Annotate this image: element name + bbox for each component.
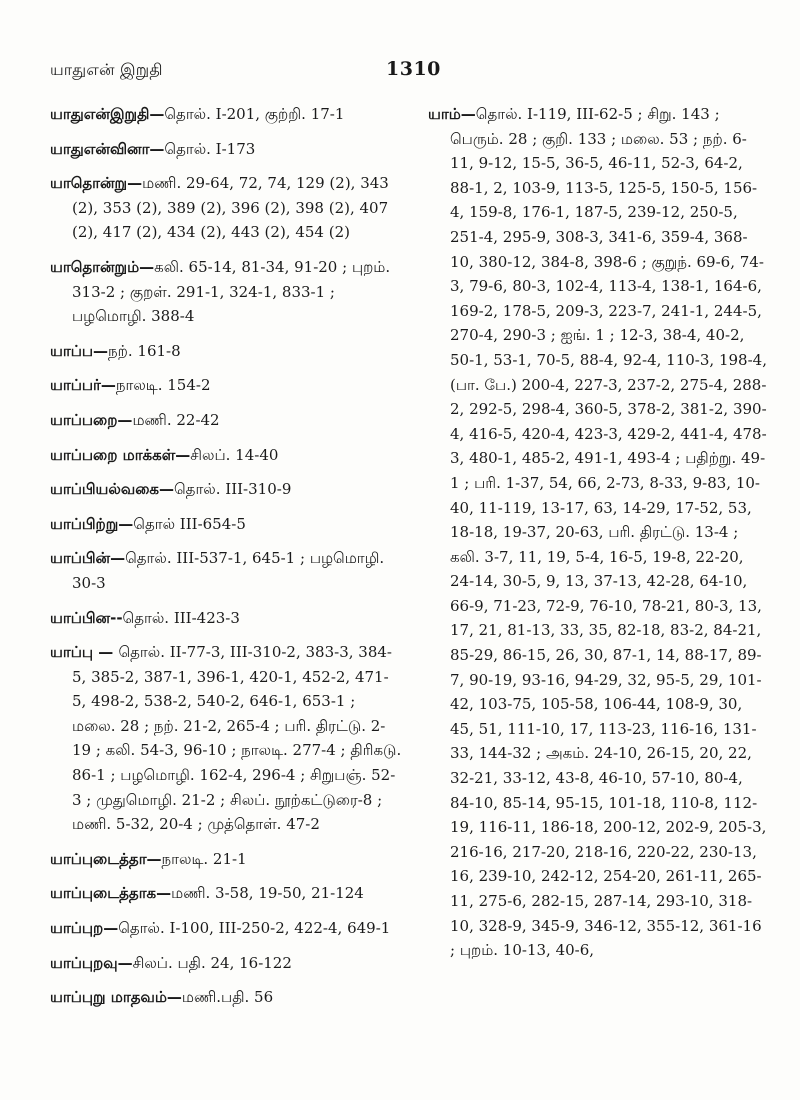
entry-references: மணி. 22-42 (132, 410, 220, 429)
entry-references: சிலப். பதி. 24, 16-122 (132, 953, 292, 972)
entry-references: தொல். I-173 (164, 139, 256, 158)
entry-references: நாலடி. 21-1 (161, 849, 247, 868)
running-head: யாதுஎன் இறுதி (50, 60, 163, 79)
entry-references: மணி. 3-58, 19-50, 21-124 (171, 884, 364, 903)
index-entry (50, 881, 402, 906)
entry-headword: யாப்புறு மாதவம்— (50, 988, 182, 1007)
entry-headword: யாப்ப— (50, 341, 109, 360)
index-entry (50, 985, 402, 1010)
entry-headword: யாப்புற— (50, 919, 119, 938)
entry-headword: யாப்புடைத்தாக— (50, 884, 172, 903)
entry-headword: யாதொன்று— (50, 174, 143, 193)
entry-headword: யாப்பிற்று— (50, 514, 134, 533)
entry-headword: யாப்பியல்வகை— (50, 480, 174, 499)
entry-headword: யாப்பின்— (50, 549, 126, 568)
entry-references: கலி. 65-14, 81-34, 91-20 ; புறம். 313-2 ; குறள். 291-1, 324-1, 833-1 ; பழமொழி. 388-4 (72, 257, 391, 326)
entry-headword: யாப்பு — (50, 643, 119, 662)
index-entry (50, 255, 402, 329)
index-entry (50, 171, 402, 245)
entry-headword: யாதுஎன்வினா— (50, 139, 165, 158)
right-column (428, 102, 768, 963)
entry-references: மணி.பதி. 56 (181, 988, 274, 1007)
entry-references: தொல். I-100, III-250-2, 422-4, 649-1 (118, 919, 391, 938)
index-entry (50, 443, 402, 468)
entry-references: தொல். II-77-3, III-310-2, 383-3, 384-5, 385-2, 387-1, 396-1, 420-1, 452-2, 471-5, 498-2, 538-2, 540-2, 646-1, 653-1 ; மலை. 28 ; நற். 21-2, 265-4 ; பரி. திரட்டு. 2-19 ; கலி. 54-3, 96-10 ; நாலடி. 277-4 ; திரிகடு. 86-1 ; பழமொழி. 162-4, 296-4 ; சிறுபஞ். 52-3 ; முதுமொழி. 21-2 ; சிலப். நூற்கட்டுரை-8 ; மணி. 5-32, 20-4 ; முத்தொள். 47-2 (72, 643, 402, 834)
index-entry (50, 606, 402, 631)
entry-references: தொல். III-423-3 (122, 608, 240, 627)
entry-headword: யாப்பர்— (50, 376, 116, 395)
entry-headword: யாப்புறவு— (50, 953, 133, 972)
entry-references: மணி. 29-64, 72, 74, 129 (2), 343 (2), 353 (2), 389 (2), 396 (2), 398 (2), 407 (2), 417 (2), 434 (2), 443 (2), 454 (2) (72, 174, 389, 242)
entry-headword: யாப்பறை— (50, 410, 133, 429)
entry-references: தொல். III-537-1, 645-1 ; பழமொழி. 30-3 (72, 549, 385, 592)
index-entry (50, 408, 402, 433)
index-entry (428, 102, 768, 963)
entry-references: நாலடி. 154-2 (115, 376, 211, 395)
entry-headword: யாப்பறை மாக்கள்— (50, 445, 191, 464)
entry-headword: யாதுஎன்இறுதி— (50, 105, 165, 123)
index-entry (50, 546, 402, 595)
entry-references: தொல். I-119, III-62-5 ; சிறு. 143 ; பெரும். 28 ; குறி. 133 ; மலை. 53 ; நற். 6-11, 9-12, 15-5, 36-5, 46-11, 52-3, 64-2, 88-1, 2, 103-9, 113-5, 125-5, 150-5, 156-4, 159-8, 176-1, 187-5, 239-12, 250-5, 251-4, 295-9, 308-3, 341-6, 359-4, 368-10, 380-12, 384-8, 398-6 ; குறுந். 69-6, 74-3, 79-6, 80-3, 102-4, 113-4, 138-1, 164-6, 169-2, 178-5, 209-3, 223-7, 241-1, 244-5, 270-4, 290-3 ; ஐங். 1 ; 12-3, 38-4, 40-2, 50-1, 53-1, 70-5, 88-4, 92-4, 110-3, 198-4, (பா. பே.) 200-4, 227-3, 237-2, 275-4, 288-2, 292-5, 298-4, 360-5, 378-2, 381-2, 390-4, 416-5, 420-4, 423-3, 429-2, 441-4, 478-3, 480-1, 485-2, 491-1, 493-4 ; பதிற்று. 49-1 ; பரி. 1-37, 54, 66, 2-73, 8-33, 9-83, 10-40, 11-119, 13-17, 63, 14-29, 17-52, 53, 18-18, 19-37, 20-63, பரி. திரட்டு. 13-4 ; கலி. 3-7, 11, 19, 5-4, 16-5, 19-8, 22-20, 24-14, 30-5, 9, 13, 37-13, 42-28, 64-10, 66-9, 71-23, 72-9, 76-10, 78-21, 80-3, 13, 17, 21, 81-13, 33, 35, 82-18, 83-2, 84-21, 85-29, 86-15, 26, 30, 87-1, 14, 88-17, 89-7, 90-19, 93-16, 94-29, 32, 95-5, 29, 101-42, 103-75, 105-58, 106-44, 108-9, 30, 45, 51, 111-10, 17, 113-23, 116-16, 131-33, 144-32 ; அகம். 24-10, 26-15, 20, 22, 32-21, 33-12, 43-8, 46-10, 57-10, 80-4, 84-10, 85-14, 95-15, 101-18, 110-8, 112-19, 116-11, 186-18, 200-12, 202-9, 205-3, 216-16, 217-20, 218-16, 220-22, 230-13, 16, 239-10, 242-12, 254-20, 261-11, 265-11, 275-6, 282-15, 287-14, 293-10, 318-10, 328-9, 345-9, 346-12, 355-12, 361-16 ; புறம். 10-13, 40-6, (450, 105, 767, 960)
index-entry (50, 339, 402, 364)
index-entry (50, 640, 402, 837)
index-entry (50, 477, 402, 502)
entry-references: நற். 161-8 (108, 341, 181, 360)
entry-references: தொல் III-654-5 (133, 514, 246, 533)
entry-headword: யாதொன்றும்— (50, 257, 155, 276)
index-entry (50, 512, 402, 537)
left-column (50, 102, 402, 1020)
entry-references: தொல். III-310-9 (174, 480, 292, 499)
index-entry (50, 951, 402, 976)
entry-references: தொல். I-201, குற்றி. 17-1 (164, 105, 345, 123)
index-entry (50, 847, 402, 872)
index-entry (50, 916, 402, 941)
entry-headword: யாம்— (428, 105, 476, 123)
index-entry (50, 373, 402, 398)
entry-headword: யாப்பின-- (50, 608, 123, 627)
entry-headword: யாப்புடைத்தா— (50, 849, 162, 868)
index-entry (50, 102, 402, 127)
page-number: 1310 (386, 58, 441, 80)
index-entry (50, 137, 402, 162)
entry-references: சிலப். 14-40 (190, 445, 279, 464)
